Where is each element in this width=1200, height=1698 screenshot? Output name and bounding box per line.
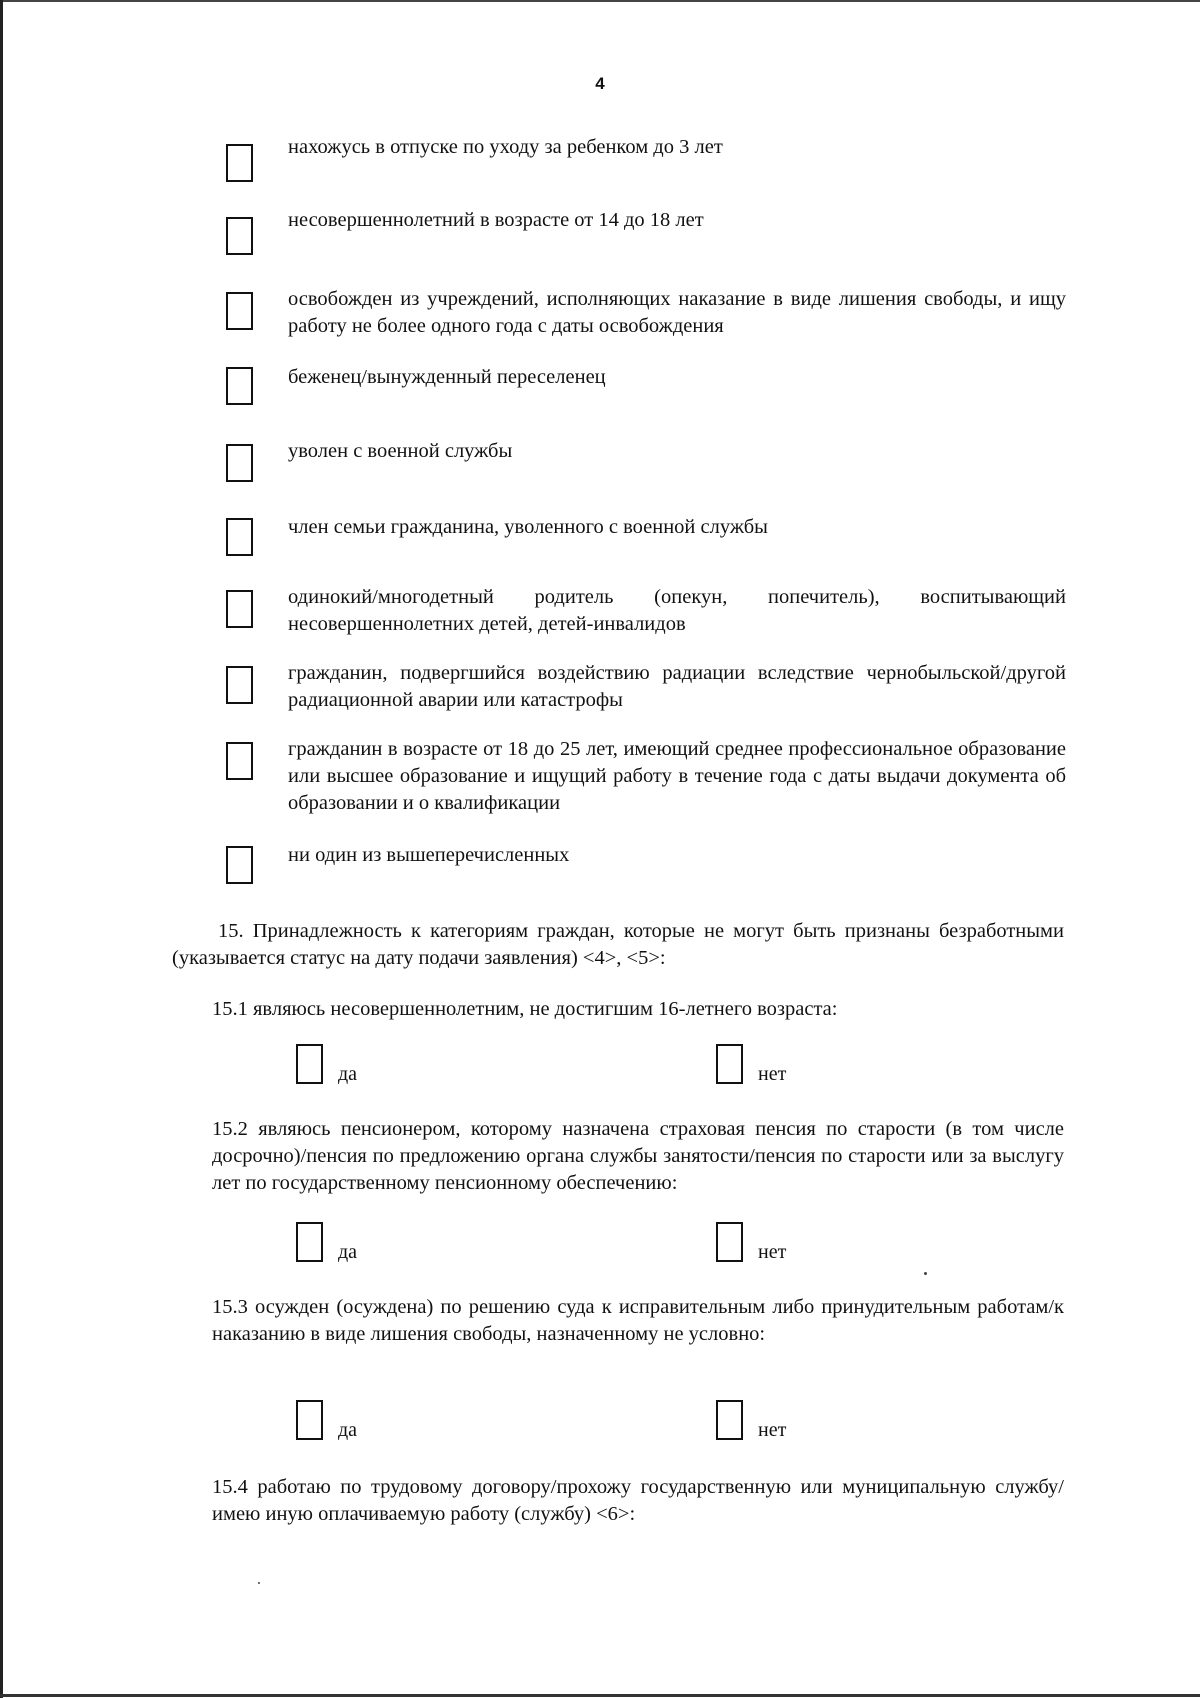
no-checkbox-15-2[interactable]	[716, 1222, 743, 1262]
yes-label: да	[338, 1241, 358, 1263]
item-15-2-text: 15.2 являюсь пенсионером, которому назначена страховая пенсия по старости (в том числе досрочно)/пенсия по предложению органа службы занятости/пенсия по старости или за выслугу лет по государственному пенсионному обеспечению:	[212, 1118, 1064, 1194]
item-15-1-text: 15.1 являюсь несовершеннолетним, не достигшим 16-летнего возраста:	[212, 998, 838, 1020]
category-checkbox[interactable]	[226, 292, 253, 330]
section-15-title: 15. Принадлежность к категориям граждан, которые не могут быть признаны безработными (указывается статус на дату подачи заявления) <4>, <5>:	[172, 920, 1064, 969]
yes-label: да	[338, 1063, 358, 1085]
category-label: несовершеннолетний в возрасте от 14 до 18 лет	[288, 209, 704, 231]
category-checkbox[interactable]	[226, 742, 253, 780]
category-label: член семьи гражданина, уволенного с военной службы	[288, 516, 768, 538]
category-checkbox[interactable]	[226, 666, 253, 704]
category-checkbox[interactable]	[226, 590, 253, 628]
no-checkbox-15-1[interactable]	[716, 1044, 743, 1084]
category-label: беженец/вынужденный переселенец	[288, 366, 606, 388]
category-label: гражданин, подвергшийся воздействию радиации вследствие чернобыльской/другой радиационной аварии или катастрофы	[288, 662, 1066, 711]
category-label: уволен с военной службы	[288, 440, 513, 462]
item-15-3-text: 15.3 осужден (осуждена) по решению суда к исправительным либо принудительным работам/к наказанию в виде лишения свободы, назначенному не условно:	[212, 1296, 1064, 1345]
category-checkbox[interactable]	[226, 444, 253, 482]
item-15-4-text: 15.4 работаю по трудовому договору/прохожу государственную или муниципальную службу/имею иную оплачиваемую работу (службу) <6>:	[212, 1476, 1064, 1525]
category-label: одинокий/многодетный родитель (опекун, попечитель), воспитывающий несовершеннолетних детей, детей-инвалидов	[288, 586, 1066, 635]
yes-label: да	[338, 1419, 358, 1441]
scan-edge-bottom	[0, 1694, 1200, 1697]
category-checkbox[interactable]	[226, 518, 253, 556]
category-checkbox[interactable]	[226, 217, 253, 255]
category-label: нахожусь в отпуске по уходу за ребенком до 3 лет	[288, 136, 723, 158]
scan-speck	[924, 1272, 927, 1275]
category-label: ни один из вышеперечисленных	[288, 844, 570, 866]
scan-edge-left	[0, 0, 3, 1698]
no-label: нет	[758, 1419, 787, 1441]
scan-edge-top	[0, 0, 1200, 2]
category-checkbox[interactable]	[226, 144, 253, 182]
category-label: освобожден из учреждений, исполняющих наказание в виде лишения свободы, и ищу работу не более одного года с даты освобождения	[288, 288, 1066, 337]
yes-checkbox-15-3[interactable]	[296, 1400, 323, 1440]
page-number: 4	[595, 74, 605, 93]
category-checkbox[interactable]	[226, 846, 253, 884]
no-label: нет	[758, 1241, 787, 1263]
no-checkbox-15-3[interactable]	[716, 1400, 743, 1440]
no-label: нет	[758, 1063, 787, 1085]
category-checkbox[interactable]	[226, 367, 253, 405]
scan-speck	[258, 1582, 260, 1584]
yes-checkbox-15-2[interactable]	[296, 1222, 323, 1262]
yes-checkbox-15-1[interactable]	[296, 1044, 323, 1084]
category-label: гражданин в возрасте от 18 до 25 лет, имеющий среднее профессиональное образование или высшее образование и ищущий работу в течение года с даты выдачи документа об образовании и о квалификации	[288, 738, 1066, 814]
